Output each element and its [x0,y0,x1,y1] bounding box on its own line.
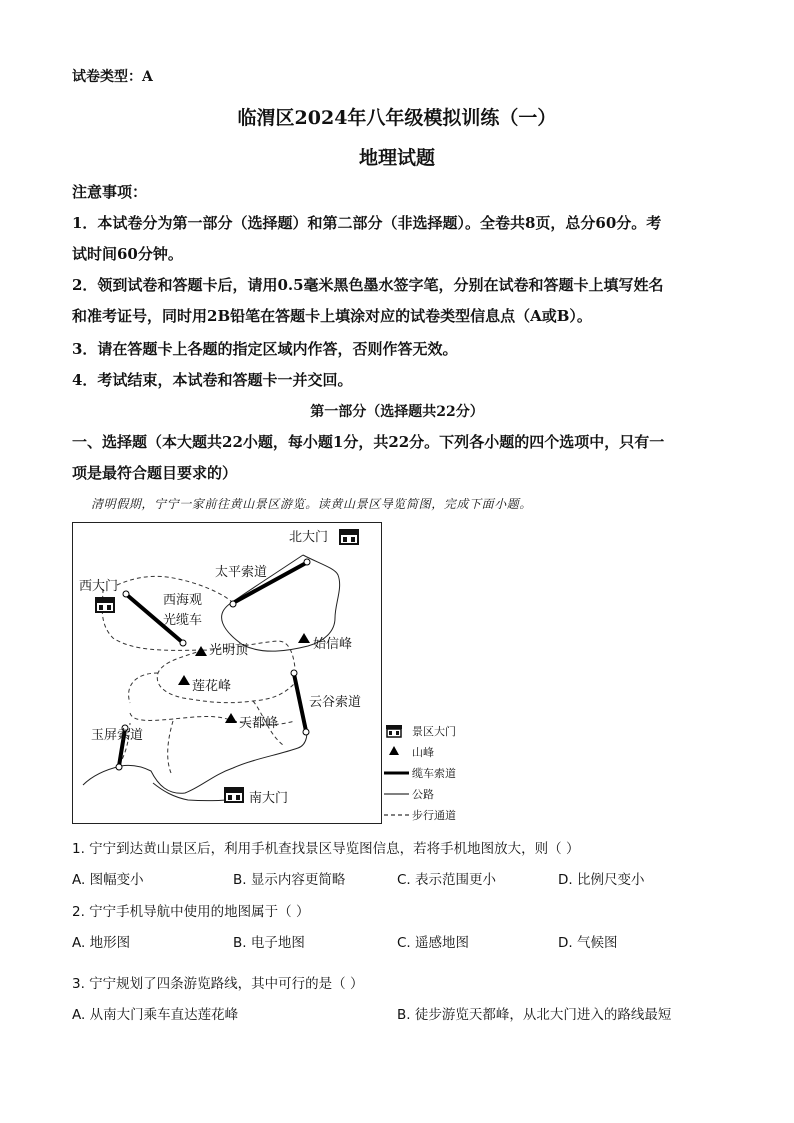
road-south-branch [153,783,233,801]
map-label-tiandu-peak: 天都峰 [239,716,279,731]
legend-label: 景区大门 [412,725,456,738]
map-label-taiping-cableway: 太平索道 [215,565,268,580]
map-label-south-gate: 南大门 [249,791,289,806]
legend-label: 公路 [412,788,434,801]
notice-heading: 注意事项： [72,183,148,201]
answer-option[interactable]: B. 徒步游览天都峰，从北大门进入的路线最短 [397,1007,672,1023]
map-label-north-gate: 北大门 [289,530,329,545]
part-heading: 第一部分（选择题共22分） [310,404,484,420]
notice-line: 3．请在答题卡上各题的指定区域内作答，否则作答无效。 [72,340,458,358]
exam-type: 试卷类型：A [72,69,153,85]
huangshan-map [72,522,382,824]
question-stem: 3. 宁宁规划了四条游览路线，其中可行的是（ ） [72,976,364,992]
passage-intro: 清明假期，宁宁一家前往黄山景区游览。读黄山景区导览简图，完成下面小题。 [91,497,533,511]
map-label-west-gate: 西大门 [79,579,119,594]
notice-line: 1．本试卷分为第一部分（选择题）和第二部分（非选择题）。全卷共8页，总分60分。考 [72,214,662,232]
map-legend [383,722,483,826]
answer-option[interactable]: C. 遥感地图 [397,935,470,951]
answer-option[interactable]: A. 从南大门乘车直达莲花峰 [72,1007,239,1023]
page-title: 临渭区2024年八年级模拟训练（一） [237,107,557,129]
map-label-shixin-peak: 始信峰 [313,637,353,652]
question-stem: 1. 宁宁到达黄山景区后，利用手机查找景区导览图信息，若将手机地图放大，则（ ） [72,841,580,857]
map-label-yuping-cableway: 玉屏索道 [91,728,144,743]
map-label-yungu-cableway: 云谷索道 [309,695,362,710]
page-subtitle: 地理试题 [358,147,435,169]
map-label-lianhua-peak: 莲花峰 [192,679,232,694]
section-heading: 一、选择题（本大题共22小题，每小题1分，共22分。下列各小题的四个选项中，只有一 [72,433,665,451]
map-label-xihai-cableway: 西海观 [163,593,203,608]
gate-icon [94,596,116,614]
answer-option[interactable]: A. 图幅变小 [72,872,144,888]
gate-icon [338,528,360,546]
legend-label: 山峰 [412,746,434,759]
answer-option[interactable]: D. 气候图 [558,935,618,951]
answer-option[interactable]: C. 表示范围更小 [397,872,497,888]
answer-option[interactable]: A. 地形图 [72,935,131,951]
gate-icon [223,786,245,804]
legend-label: 步行通道 [412,809,456,822]
answer-option[interactable]: B. 显示内容更简略 [233,872,346,888]
answer-option[interactable]: D. 比例尺变小 [558,872,645,888]
section-heading: 项是最符合题目要求的） [72,464,238,482]
notice-line: 试时间60分钟。 [72,245,183,263]
notice-line: 和准考证号，同时用2B铅笔在答题卡上填涂对应的试卷类型信息点（A或B）。 [72,307,592,325]
legend-label: 缆车索道 [412,767,456,780]
notice-line: 2．领到试卷和答题卡后，请用0.5毫米黑色墨水签字笔，分别在试卷和答题卡上填写姓名 [72,276,664,294]
answer-option[interactable]: B. 电子地图 [233,935,305,951]
notice-line: 4．考试结束，本试卷和答题卡一并交回。 [72,371,353,389]
cableways [119,563,306,766]
map-label-guangming-peak: 光明顶 [209,643,249,658]
question-stem: 2. 宁宁手机导航中使用的地图属于（ ） [72,904,310,920]
map-label-xihai-cableway: 光缆车 [163,613,203,628]
